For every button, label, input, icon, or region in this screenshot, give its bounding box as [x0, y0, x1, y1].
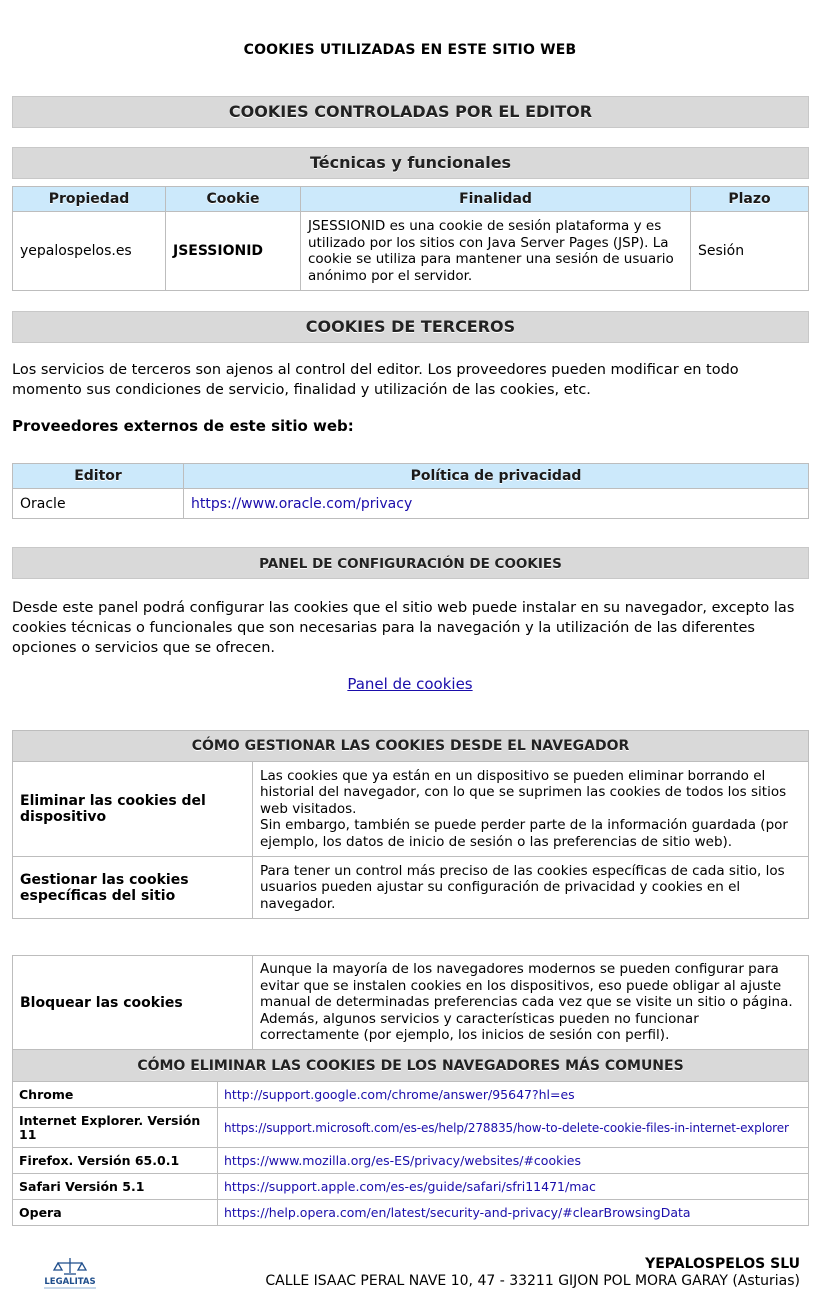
- browser-help-link[interactable]: https://support.microsoft.com/es-es/help/278835/how-to-delete-cookie-files-in-internet-explorer: [224, 1120, 789, 1135]
- block-cookies-table: [12, 955, 809, 1050]
- privacy-policy-link[interactable]: https://www.oracle.com/privacy: [191, 495, 413, 512]
- table-row: [13, 1108, 809, 1148]
- delete-cookies-label: Eliminar las cookies del dispositivo: [13, 762, 253, 857]
- col-header-plazo: Plazo: [691, 187, 809, 212]
- table-row: [13, 1148, 809, 1174]
- delete-cookies-text: Las cookies que ya están en un dispositivo se pueden eliminar borrando el historial del navegador, con lo que se suprimen las cookies de todos los sitios web visitados.: [260, 767, 787, 817]
- svg-text:LEGALITAS: LEGALITAS: [44, 1277, 96, 1287]
- table-row: [13, 489, 809, 519]
- table-row: [13, 956, 809, 1050]
- footer-address: CALLE ISAAC PERAL NAVE 10, 47 - 33211 GIJON POL MORA GARAY (Asturias): [265, 1273, 800, 1289]
- browser-name: Safari Versión 5.1: [13, 1174, 218, 1200]
- manage-site-cookies-label: Gestionar las cookies específicas del sitio: [13, 857, 253, 919]
- cookie-panel-link[interactable]: Panel de cookies: [347, 675, 473, 693]
- table-row: [13, 1174, 809, 1200]
- browser-help-link[interactable]: https://www.mozilla.org/es-ES/privacy/websites/#cookies: [224, 1153, 582, 1168]
- browser-name: Opera: [13, 1200, 218, 1226]
- browser-help-link[interactable]: http://support.google.com/chrome/answer/95647?hl=es: [224, 1087, 575, 1102]
- cookie-purpose: JSESSIONID es una cookie de sesión plataforma y es utilizado por los sitios con Java Server Pages (JSP). La cookie se utiliza para mantener una sesión de usuario anónimo por el servidor.: [301, 212, 691, 291]
- col-header-finalidad: Finalidad: [301, 187, 691, 212]
- cookie-panel-heading: PANEL DE CONFIGURACIÓN DE COOKIES: [12, 547, 809, 579]
- table-row: [13, 212, 809, 291]
- browsers-table: [12, 1049, 809, 1226]
- block-cookies-text: Aunque la mayoría de los navegadores modernos se pueden configurar para evitar que se instalen cookies en los dispositivos, eso puede obligar al ajuste manual de determinadas preferencias cada vez que se visite un sitio o página. Además, algunos servicios y características pueden no funcionar correctamente (por ejemplo, los inicios de sesión con perfil).: [253, 956, 809, 1050]
- editor-cookies-heading: COOKIES CONTROLADAS POR EL EDITOR: [12, 96, 809, 128]
- browsers-heading: CÓMO ELIMINAR LAS COOKIES DE LOS NAVEGADORES MÁS COMUNES: [13, 1050, 809, 1082]
- editor-cookies-table: [12, 186, 809, 291]
- cookie-owner: yepalospelos.es: [13, 212, 166, 291]
- browser-management-heading: CÓMO GESTIONAR LAS COOKIES DESDE EL NAVEGADOR: [13, 731, 809, 762]
- col-header-propiedad: Propiedad: [13, 187, 166, 212]
- third-party-heading: COOKIES DE TERCEROS: [12, 311, 809, 343]
- cookie-duration: Sesión: [691, 212, 809, 291]
- providers-table: [12, 463, 809, 519]
- block-cookies-label: Bloquear las cookies: [13, 956, 253, 1050]
- table-row: [13, 1082, 809, 1108]
- col-header-editor: Editor: [13, 464, 184, 489]
- browser-name: Internet Explorer. Versión 11: [13, 1108, 218, 1148]
- cookie-name: JSESSIONID: [166, 212, 301, 291]
- col-header-cookie: Cookie: [166, 187, 301, 212]
- providers-heading: Proveedores externos de este sitio web:: [12, 417, 354, 435]
- footer-company-name: YEPALOSPELOS SLU: [645, 1256, 800, 1272]
- browser-name: Chrome: [13, 1082, 218, 1108]
- third-party-intro: Los servicios de terceros son ajenos al control del editor. Los proveedores pueden modificar en todo momento sus condiciones de servicio, finalidad y utilización de las cookies, etc.: [12, 362, 739, 398]
- cookie-panel-description: Desde este panel podrá configurar las cookies que el sitio web puede instalar en su navegador, excepto las cookies técnicas o funcionales que son necesarias para la navegación y la utilización de las diferentes opciones o servicios que se ofrecen.: [12, 600, 795, 656]
- col-header-privacy: Política de privacidad: [184, 464, 809, 489]
- table-row: [13, 857, 809, 919]
- technical-cookies-subheading: Técnicas y funcionales: [12, 147, 809, 179]
- table-row: [13, 762, 809, 857]
- legalitas-logo: [30, 1255, 110, 1291]
- page-title: COOKIES UTILIZADAS EN ESTE SITIO WEB: [243, 42, 577, 58]
- provider-name: Oracle: [13, 489, 184, 519]
- browser-help-link[interactable]: https://support.apple.com/es-es/guide/safari/sfri11471/mac: [224, 1179, 596, 1194]
- browser-name: Firefox. Versión 65.0.1: [13, 1148, 218, 1174]
- table-row: [13, 1200, 809, 1226]
- browser-management-table: [12, 730, 809, 919]
- browser-help-link[interactable]: https://help.opera.com/en/latest/security-and-privacy/#clearBrowsingData: [224, 1205, 691, 1220]
- delete-cookies-note: Sin embargo, también se puede perder parte de la información guardada (por ejemplo, los datos de inicio de sesión o las preferencias de sitio web).: [260, 817, 788, 850]
- manage-site-cookies-text: Para tener un control más preciso de las cookies específicas de cada sitio, los usuarios pueden ajustar su configuración de privacidad y cookies en el navegador.: [253, 857, 809, 919]
